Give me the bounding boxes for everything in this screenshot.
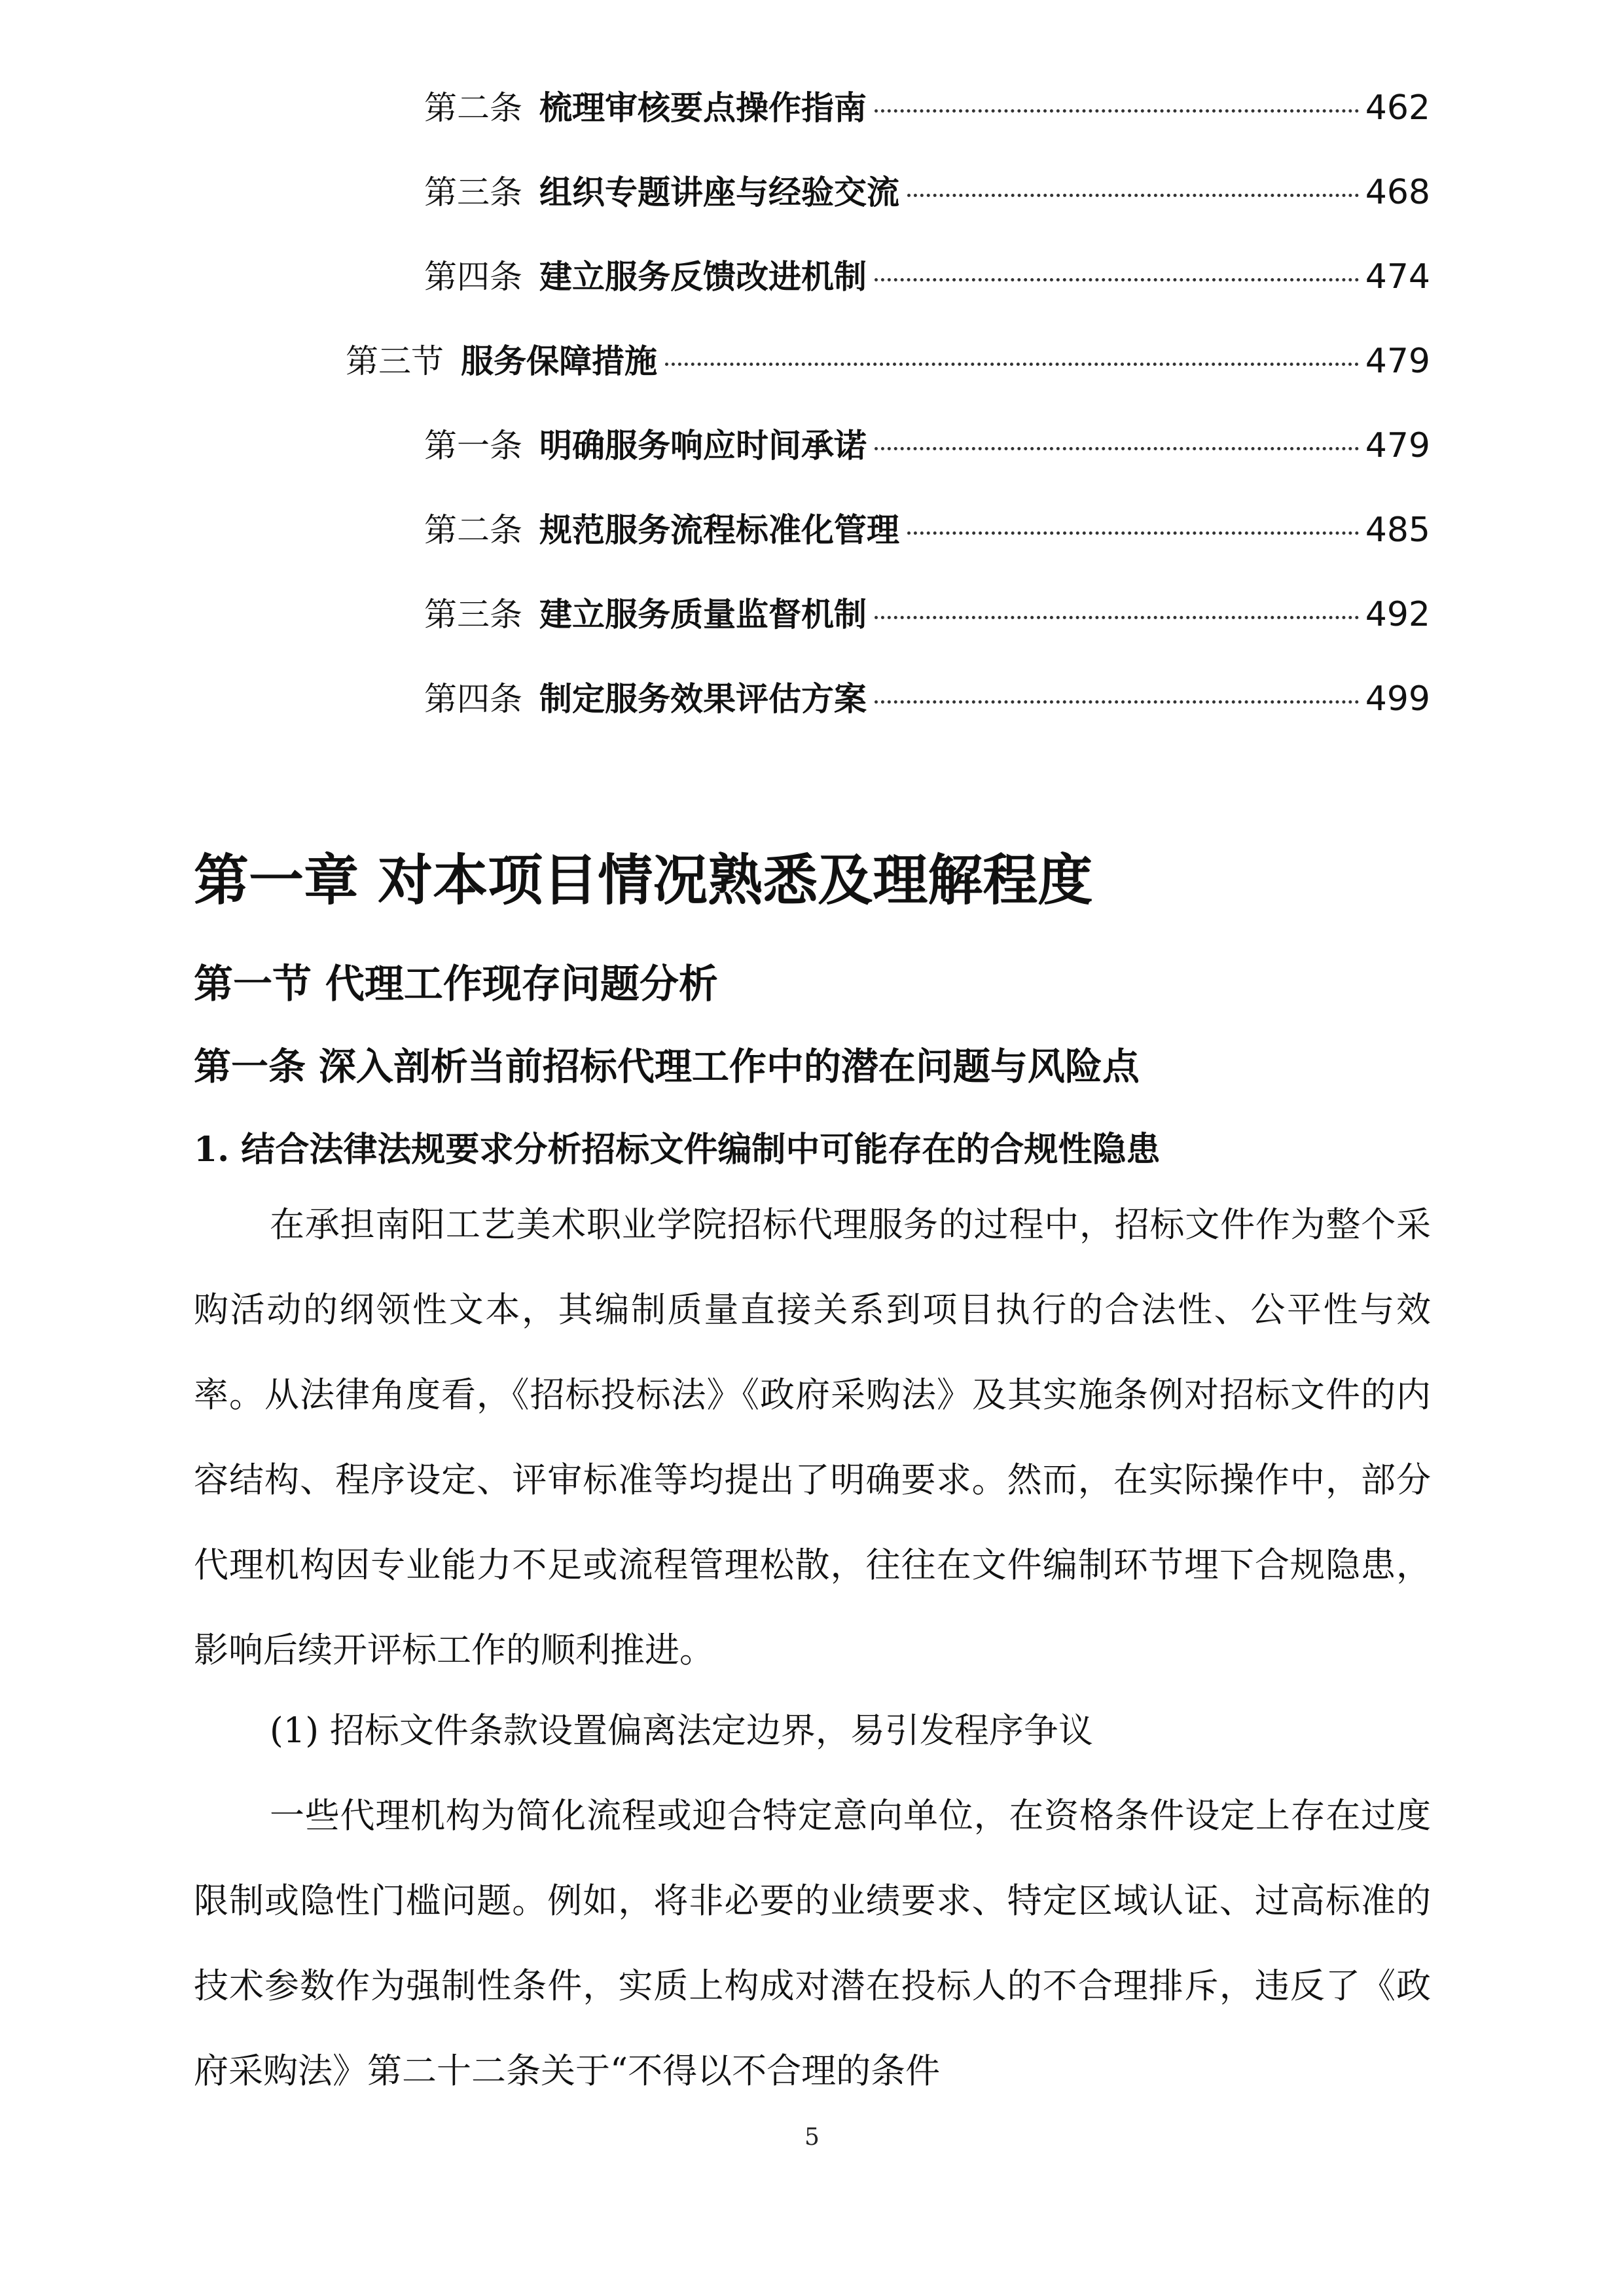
toc-entry[interactable] [424,507,1430,553]
toc-entry-page: 485 [1365,511,1430,550]
toc-entry-page: 468 [1365,173,1430,212]
toc-entry[interactable] [424,85,1430,131]
toc-leader-dots [665,363,1359,366]
toc-entry-label: 第三条 [424,173,522,211]
toc-entry-page: 462 [1365,88,1430,128]
toc-leader-dots [875,447,1359,450]
toc-entry-title: 制定服务效果评估方案 [539,679,867,718]
toc-entry-title: 梳理审核要点操作指南 [539,88,867,127]
toc-entry-title: 服务保障措施 [461,342,657,380]
item-title: 1. 结合法律法规要求分析招标文件编制中可能存在的合规性隐患 [194,1130,1161,1170]
toc-leader-dots [875,700,1359,704]
toc-entry-title: 建立服务反馈改进机制 [539,257,867,296]
toc-leader-dots [875,616,1359,619]
toc-entry[interactable] [424,254,1430,300]
toc-entry[interactable] [424,676,1430,722]
toc-entry-label: 第二条 [424,511,522,549]
toc-entry-page: 492 [1365,595,1430,634]
toc-entry-label: 第二条 [424,89,522,127]
body-paragraph: 在承担南阳工艺美术职业学院招标代理服务的过程中，招标文件作为整个采购活动的纲领性文本，其编制质量直接关系到项目执行的合法性、公平性与效率。从法律角度看，《招标投标法》《政府采购法》及其实施条例对招标文件的内容结构、程序设定、评审标准等均提出了明确要求。然而，在实际操作中，部分代理机构因专业能力不足或流程管理松散，往往在文件编制环节埋下合规隐患，影响后续开评标工作的顺利推进。 [194,1205,1431,1670]
toc-entry-page: 499 [1365,679,1430,719]
toc-leader-dots [907,531,1359,535]
toc-entry[interactable] [424,592,1430,637]
toc-entry-page: 479 [1365,342,1430,381]
toc-entry-page: 474 [1365,257,1430,296]
page-number: 5 [804,2124,820,2151]
toc-entry-title: 建立服务质量监督机制 [539,595,867,634]
toc-entry-title: 明确服务响应时间承诺 [539,426,867,465]
article-title: 第一条 深入剖析当前招标代理工作中的潜在问题与风险点 [194,1045,1140,1088]
toc-leader-dots [875,278,1359,281]
toc-entry-title: 规范服务流程标准化管理 [539,511,899,549]
toc-entry[interactable] [424,423,1430,469]
toc-entry-label: 第四条 [424,258,522,296]
chapter-title: 第一章 对本项目情况熟悉及理解程度 [194,848,1093,912]
body-paragraph: 一些代理机构为简化流程或迎合特定意向单位，在资格条件设定上存在过度限制或隐性门槛问题。例如，将非必要的业绩要求、特定区域认证、过高标准的技术参数作为强制性条件，实质上构成对潜在投标人的不合理排斥，违反了《政府采购法》第二十二条关于“不得以不合理的条件 [194,1796,1431,2091]
toc-entry-label: 第三节 [346,342,444,380]
toc-entry-label: 第三条 [424,596,522,634]
toc-leader-dots [907,194,1359,197]
toc-leader-dots [875,109,1359,113]
toc-entry[interactable] [346,338,1430,384]
section-title: 第一节 代理工作现存问题分析 [194,961,718,1007]
toc-entry-title: 组织专题讲座与经验交流 [539,173,899,211]
sub-item-title: (1) 招标文件条款设置偏离法定边界，易引发程序争议 [270,1711,1093,1751]
toc-entry[interactable] [424,170,1430,215]
toc-entry-label: 第一条 [424,427,522,465]
toc-entry-page: 479 [1365,426,1430,465]
toc-entry-label: 第四条 [424,680,522,718]
